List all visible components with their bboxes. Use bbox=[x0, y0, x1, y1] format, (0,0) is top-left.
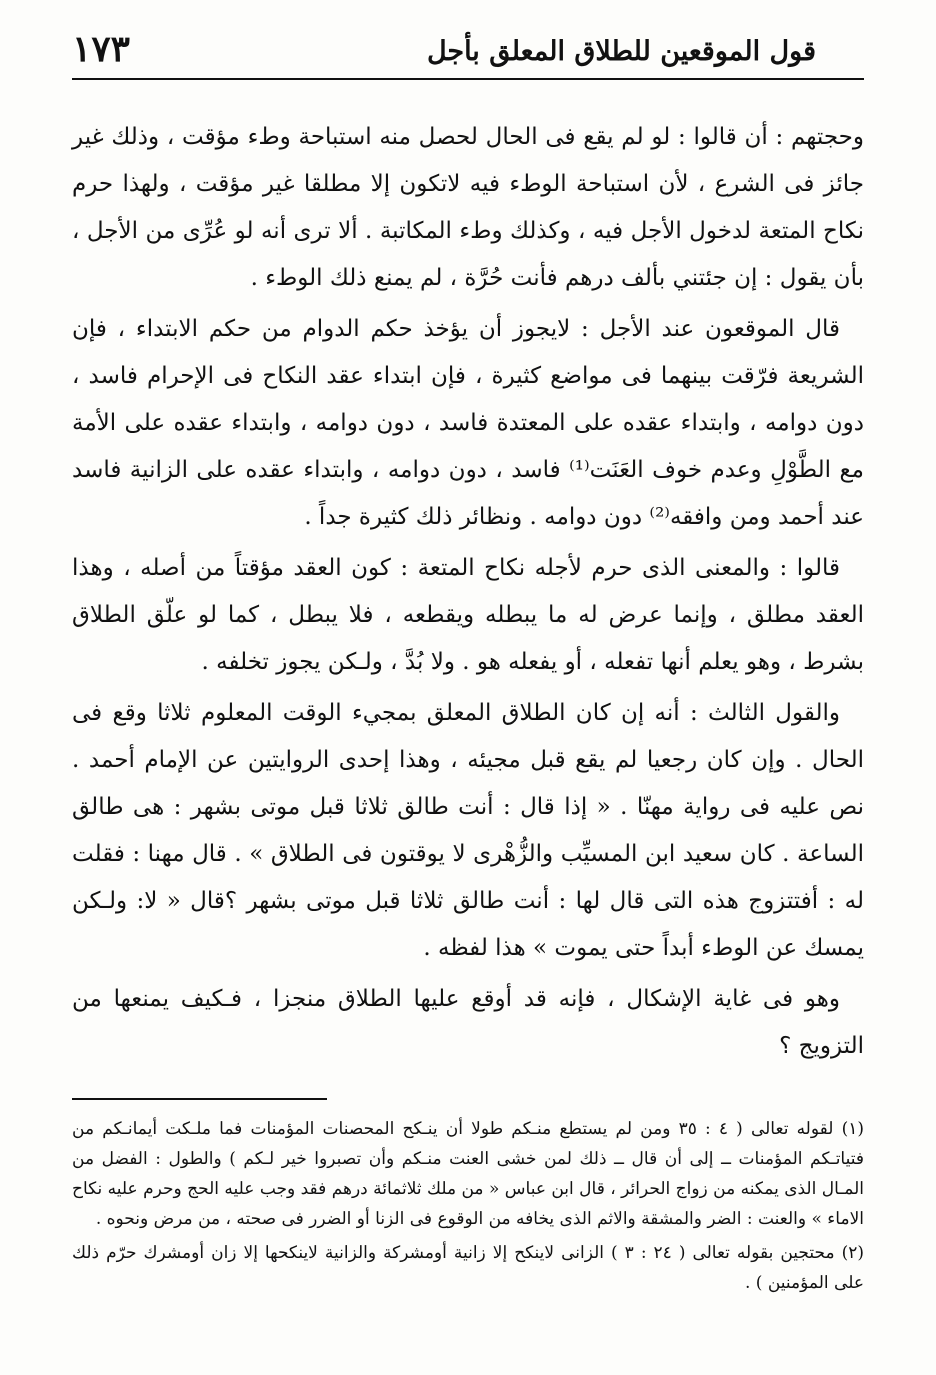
page-header bbox=[72, 28, 864, 74]
paragraph: والقول الثالث : أنه إن كان الطلاق المعلق بمجيء الوقت المعلوم ثلاثا وقع فى الحال . وإن كان رجعيا لم يقع قبل مجيئه ، وهذا إحدى الروايتين عن الإمام أحمد . نص عليه فى رواية مهنّا . « إذا قال : أنت طالق ثلاثا قبل موتى بشهر : هى طالق الساعة . كان سعيد ابن المسيِّب والزُّهْرى لا يوقتون فى الطلاق » . قال مهنا : فقلت له : أفتتزوج هذه التى قال لها : أنت طالق ثلاثا قبل موتى بشهر ؟قال « لا: ولـكن يمسك عن الوطء أبداً حتى يموت » هذا لفظه . bbox=[72, 700, 865, 961]
header-rule bbox=[72, 78, 864, 80]
paragraph: قال الموقعون عند الأجل : لايجوز أن يؤخذ حكم الدوام من حكم الابتداء ، فإن الشريعة فرّقت بينهما فى مواضع كثيرة ، فإن ابتداء عقد النكاح فى الإحرام فاسد ، دون دوامه ، وابتداء عقده على المعتدة فاسد ، دون دوامه ، وابتداء عقده على الأمة مع الطَّوْلِ وعدم خوف العَنَت⁽¹⁾ فاسد ، دون دوامه ، وابتداء عقده على الزانية فاسد عند أحمد ومن وافقه⁽²⁾ دون دوامه . ونظائر ذلك كثيرة جداً . bbox=[72, 316, 865, 530]
footnotes bbox=[72, 1114, 864, 1298]
page-body bbox=[72, 114, 864, 1070]
paragraph: وهو فى غاية الإشكال ، فإنه قد أوقع عليها الطلاق منجزا ، فـكيف يمنعها من التزويج ؟ bbox=[72, 986, 864, 1059]
paragraph: قالوا : والمعنى الذى حرم لأجله نكاح المتعة : كون العقد مؤقتاً من أصله ، وهذا العقد مطلق ، وإنما عرض له ما يبطله ويقطعه ، فلا يبطل ، كما لو علّق الطلاق بشرط ، وهو يعلم أنها تفعله ، أو يفعله هو . ولا بُدَّ ، ولـكن يجوز تخلفه . bbox=[72, 555, 864, 675]
page-number: ١٧٣ bbox=[72, 28, 131, 70]
running-title: قول الموقعين للطلاق المعلق بأجل bbox=[426, 36, 816, 67]
footnote: (٢) محتجين بقوله تعالى ( ٢٤ : ٣ ) الزانى لاينكح إلا زانية أومشركة والزانية لاينكحها إلا زان أومشرك حرّم ذلك على المؤمنين ) . bbox=[72, 1243, 864, 1293]
footnote-rule bbox=[72, 1098, 327, 1100]
footnote: (١) لقوله تعالى ( ٤ : ٣٥ ومن لم يستطع منـكم طولا أن ينـكح المحصنات المؤمنات فما ملـكت أيمانـكم من فتياتـكم المؤمنات ــ إلى أن قال ــ ذلك لمن خشى العنت منـكم وأن تصبروا خير لـكم ) والطول : الفضل من المـال الذى يمكنه من زواج الحرائر ، قال ابن عباس « من ملك ثلاثمائة درهم فقد وجب عليه الحج وحرم عليه نكاح الاماء » والعنت : الضر والمشقة والاثم الذى يخافه من الوقوع فى الزنا أو الضرر فى صحته ، من مرض ونحوه . bbox=[72, 1119, 864, 1229]
paragraph: وحجتهم : أن قالوا : لو لم يقع فى الحال لحصل منه استباحة وطء مؤقت ، وذلك غير جائز فى الشرع ، لأن استباحة الوطء فيه لاتكون إلا مطلقا غير مؤقت ، ولهذا حرم نكاح المتعة لدخول الأجل فيه ، وكذلك وطء المكاتبة . ألا ترى أنه لو عُرِّى من الأجل ، بأن يقول : إن جئتني بألف درهم فأنت حُرَّة ، لم يمنع ذلك الوطء . bbox=[72, 124, 864, 291]
